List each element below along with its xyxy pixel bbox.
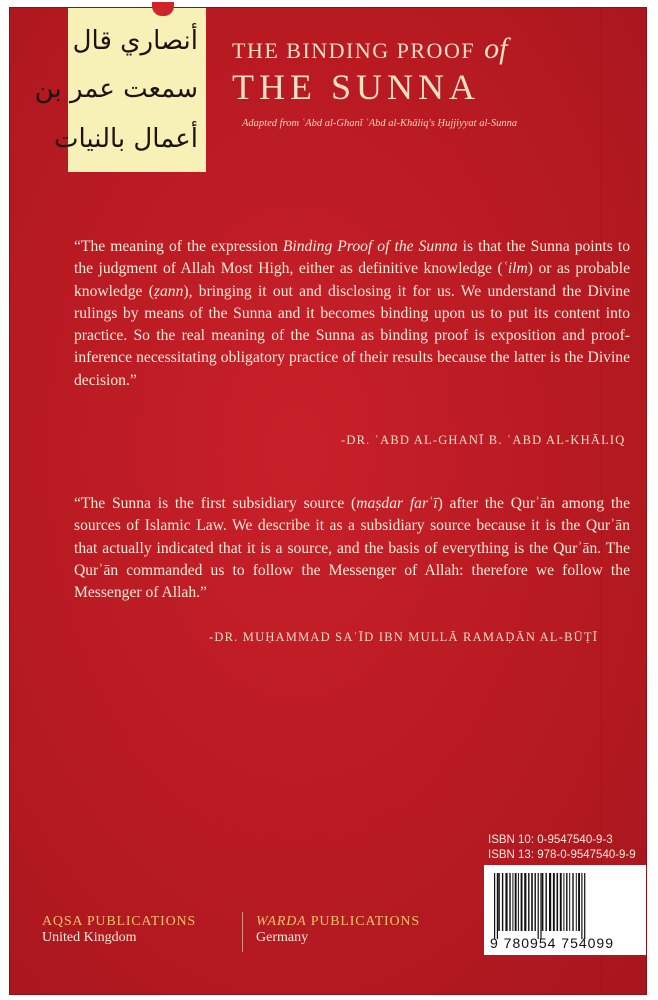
barcode-bar xyxy=(538,873,539,939)
quote-1-attribution: -DR. ʿABD AL-GHANĪ B. ʿABD AL-KHĀLIQ xyxy=(341,433,626,447)
barcode-bar xyxy=(572,873,573,931)
publisher-name: AQSA PUBLICATIONS xyxy=(42,914,197,929)
barcode-bar xyxy=(531,873,533,931)
arabic-line-3: أعمال بالنيات xyxy=(53,124,198,154)
subtitle: Adapted from ʿAbd al-Ghanī ʿAbd al-Khāliq's Ḥujjiyyat al-Sunna xyxy=(242,118,518,129)
publisher-name-rest: PUBLICATIONS xyxy=(306,914,420,929)
barcode-bar xyxy=(557,873,559,931)
barcode-bar xyxy=(518,873,519,931)
barcode-bar xyxy=(581,873,582,939)
barcode-bar xyxy=(494,873,495,939)
barcode-bar xyxy=(584,873,585,939)
isbn-13: ISBN 13: 978-0-9547540-9-9 xyxy=(488,849,636,861)
quote-2-emphasis-a: maṣdar farʿī xyxy=(356,495,438,512)
publisher-warda xyxy=(256,914,420,946)
barcode-bar xyxy=(505,873,507,931)
quote-1 xyxy=(74,236,630,392)
title-line-2: THE SUNNA xyxy=(232,67,480,107)
publisher-divider xyxy=(242,912,243,952)
quote-2 xyxy=(74,493,630,604)
barcode-bar xyxy=(549,873,551,931)
publisher-name-emphasis: WARDA xyxy=(256,914,307,929)
quote-1-text-a: “The meaning of the expression xyxy=(74,238,283,255)
quote-1-emphasis-c: ẓann xyxy=(153,282,184,300)
barcode-bar xyxy=(497,873,498,939)
quote-1-emphasis-b: ʿilm xyxy=(502,260,528,278)
barcode-bar xyxy=(563,873,564,931)
barcode xyxy=(484,865,646,955)
barcode-bar xyxy=(560,873,562,931)
quote-2-attribution: -DR. MUḤAMMAD SAʿĪD IBN MULLĀ RAMAḌĀN AL-BŪṬĪ xyxy=(209,630,599,644)
title-line-1 xyxy=(232,32,507,66)
arabic-line-2: سمعت عمر بن xyxy=(34,74,198,104)
back-cover xyxy=(10,8,646,994)
barcode-bar xyxy=(540,873,541,939)
quote-1-text-b: is that the Sunna points to the judgment of Allah Most High, either as definitive knowledge ( xyxy=(74,238,631,278)
barcode-bar xyxy=(512,873,513,931)
barcode-bar xyxy=(566,873,567,931)
barcode-bar xyxy=(542,873,544,931)
barcode-bar xyxy=(509,873,510,931)
barcode-bar xyxy=(502,873,503,931)
book-title xyxy=(232,32,507,108)
barcode-bar xyxy=(515,873,517,931)
quote-2-text-a: “The Sunna is the first subsidiary source ( xyxy=(74,495,357,512)
red-ornament xyxy=(152,2,174,16)
arabic-line-1: أنصاري قال xyxy=(72,26,198,56)
barcode-bar xyxy=(553,873,555,931)
publisher-name xyxy=(256,914,420,930)
quote-1-emphasis-a: Binding Proof of the Sunna xyxy=(282,238,458,255)
publisher-aqsa xyxy=(42,914,196,946)
barcode-bar xyxy=(578,873,580,931)
arabic-calligraphy-panel xyxy=(34,8,206,172)
barcode-bar xyxy=(521,873,523,931)
barcode-bar xyxy=(576,873,577,931)
quote-2-text-b: ) after the Qurʾān among the sources of Islamic Law. We describe it as a subsidiary source because it is the Qurʾān that actually indicated that it is a source, and the basis of everything is the Qurʾān. The Qurʾān commanded us to follow the Messenger of Allah: therefore we follow the Messenger of Allah.” xyxy=(74,495,630,602)
barcode-number: 9 780954 754099 xyxy=(490,935,614,951)
barcode-bar xyxy=(528,873,529,931)
publisher-location: United Kingdom xyxy=(42,930,137,945)
quote-1-text-d: ), bringing it out and disclosing it for us. We understand the Divine rulings by means of the Sunna and it becomes binding upon us to put its content into practice. So the real meaning of the Sunna as binding proof is exposition and proof-inference necessitating obligatory practice of their results because the latter is the Divine decision.” xyxy=(74,282,630,389)
barcode-bar xyxy=(546,873,547,931)
barcode-bar xyxy=(535,873,536,931)
quote-1-text-c: ) or as probable knowledge ( xyxy=(74,260,630,300)
barcode-bar xyxy=(524,873,526,931)
barcode-bar xyxy=(498,873,500,931)
isbn-10: ISBN 10: 0-9547540-9-3 xyxy=(488,834,613,846)
publisher-location: Germany xyxy=(256,930,309,945)
barcode-bars xyxy=(492,873,638,939)
title-of: of xyxy=(484,32,508,65)
barcode-bar xyxy=(569,873,570,931)
title-line-1-text: THE BINDING PROOF xyxy=(232,38,476,63)
